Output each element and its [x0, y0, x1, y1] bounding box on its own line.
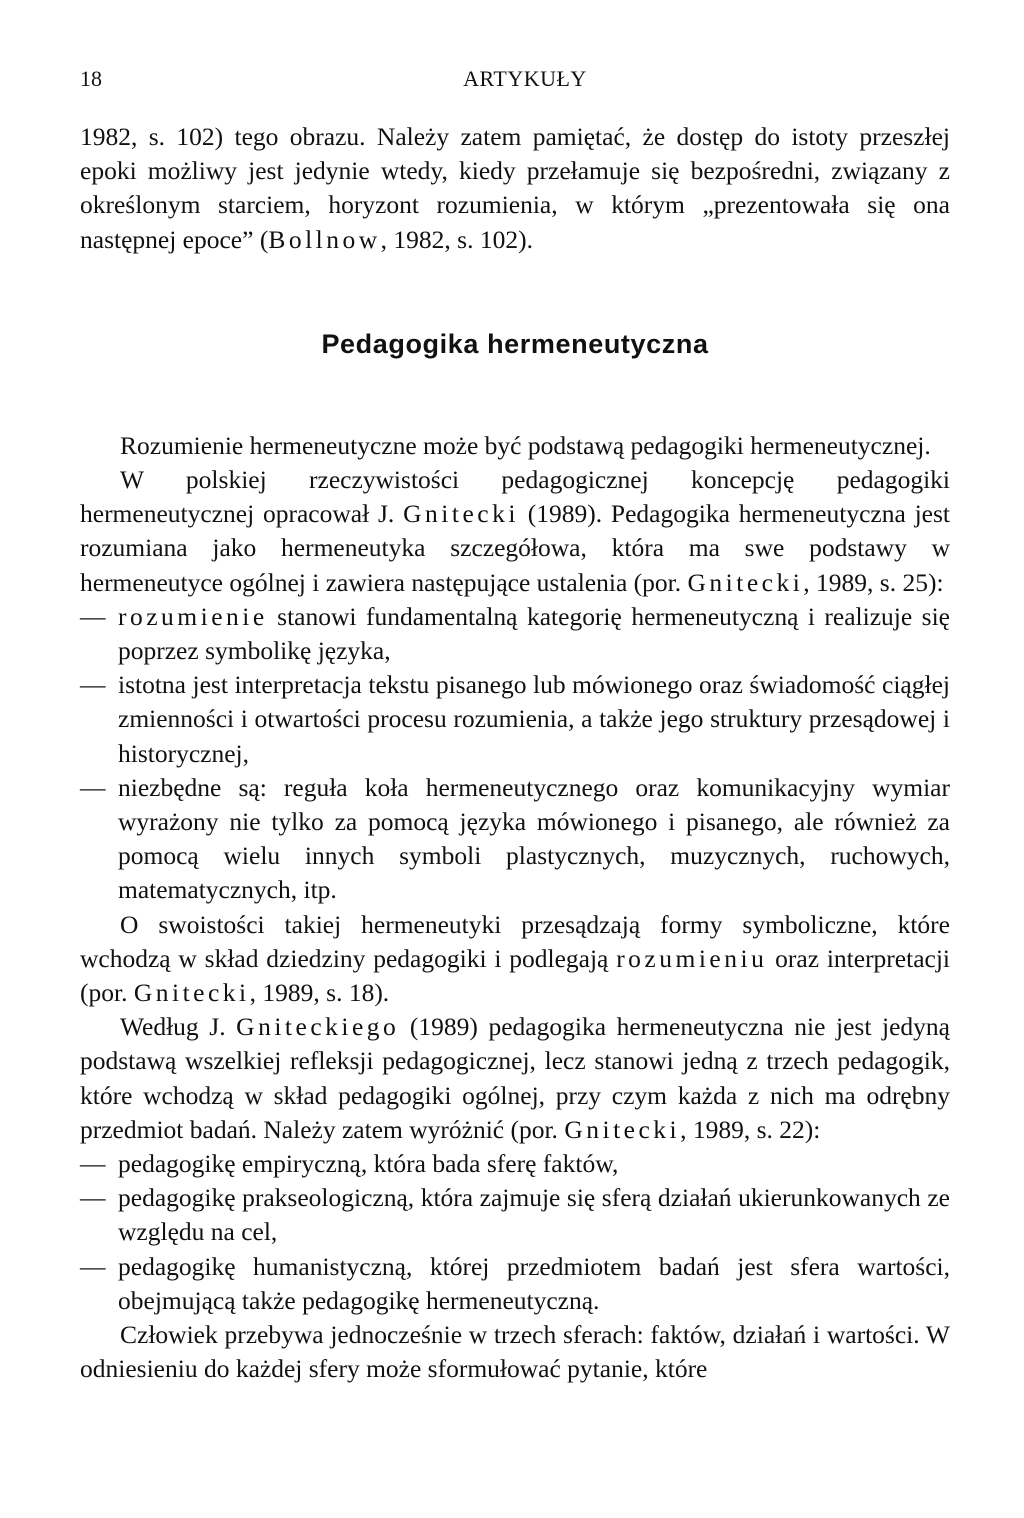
- running-head: [80, 62, 950, 96]
- author-citation: Gniteckiego: [236, 1012, 400, 1042]
- dash-marker: —: [80, 1183, 106, 1213]
- paragraph: Rozumienie hermeneutyczne może być podstawą pedagogiki hermeneutycznej.: [120, 430, 931, 460]
- opening-paragraph: 1982, s. 102) tego obrazu. Należy zatem pamiętać, że dostęp do istoty przeszłej epoki możliwy jest jedynie wtedy, kiedy przełamuje się bezpośredni, związany z określonym starciem, horyzont rozumienia, w którym „prezentowała się ona następnej epoce” (Bollnow, 1982, s. 102).: [80, 122, 950, 254]
- list-item: — pedagogikę empiryczną, która bada sferę faktów,: [80, 1147, 950, 1181]
- paragraph: O swoistości takiej hermeneutyki przesądzają formy symboliczne, które wchodzą w skład dziedziny pedagogiki i podlegają rozumieniu oraz interpretacji (por. Gnitecki, 1989, s. 18).: [80, 909, 951, 1008]
- dash-marker: —: [80, 670, 106, 700]
- list-item: — niezbędne są: reguła koła hermeneutycznego oraz komunikacyjny wymiar wyrażony nie tylko za pomocą języka mówionego i pisanego, ale również za pomocą wielu innych symboli plastycznych, muzycznych, ruchowych, matematycznych, itp.: [80, 772, 950, 905]
- author-citation: Gnitecki: [687, 567, 804, 597]
- paragraph: Człowiek przebywa jednocześnie w trzech sferach: faktów, działań i wartości. W odniesieniu do każdej sfery może sformułować pytanie, które: [80, 1320, 950, 1384]
- dash-marker: —: [80, 772, 106, 802]
- dash-marker: —: [80, 601, 106, 631]
- list-item: — pedagogikę prakseologiczną, która zajmuje się sferą działań ukierunkowanych ze względu na cel,: [80, 1183, 950, 1247]
- list-item: — istotna jest interpretacja tekstu pisanego lub mówionego oraz świadomość ciągłej zmienności i otwartości procesu rozumienia, a także jego struktury przesądowej i historycznej,: [80, 670, 950, 768]
- dash-marker: —: [80, 1149, 106, 1179]
- author-citation: Gnitecki: [564, 1114, 681, 1144]
- document-page: [80, 62, 950, 1387]
- list-item: — pedagogikę humanistyczną, której przedmiotem badań jest sfera wartości, obejmującą także pedagogikę hermeneutyczną.: [80, 1251, 950, 1315]
- author-citation: Gnitecki: [403, 499, 519, 529]
- dash-marker: —: [80, 1251, 106, 1281]
- emphasized-term: rozumieniu: [616, 943, 768, 973]
- page-number: 18: [80, 66, 102, 91]
- list-item: — rozumienie stanowi fundamentalną kategorię hermeneutyczną i realizuje się poprzez symbolikę języka,: [80, 601, 950, 666]
- section-heading: Pedagogika hermeneutyczna: [321, 328, 709, 359]
- paragraph: Według J. Gniteckiego (1989) pedagogika hermeneutyczna nie jest jedyną podstawą wszelkiej refleksji pedagogicznej, lecz stanowi jedną z trzech pedagogik, które wchodzą w skład pedagogiki ogólnej, przy czym każda z nich ma odrębny przedmiot badań. Należy zatem wyróżnić (por. Gnitecki, 1989, s. 22):: [80, 1012, 950, 1144]
- author-citation: Gnitecki: [133, 978, 250, 1008]
- author-citation: Bollnow: [268, 224, 381, 254]
- running-title: ARTYKUŁY: [463, 66, 587, 91]
- paragraph: W polskiej rzeczywistości pedagogicznej koncepcję pedagogiki hermeneutycznej opracował J. Gnitecki (1989). Pedagogika hermeneutyczna jest rozumiana jako hermeneutyka szczegółowa, która ma swe podstawy w hermeneutyce ogólnej i zawiera następujące ustalenia (por. Gnitecki, 1989, s. 25):: [80, 465, 951, 597]
- emphasized-term: rozumienie: [118, 601, 268, 631]
